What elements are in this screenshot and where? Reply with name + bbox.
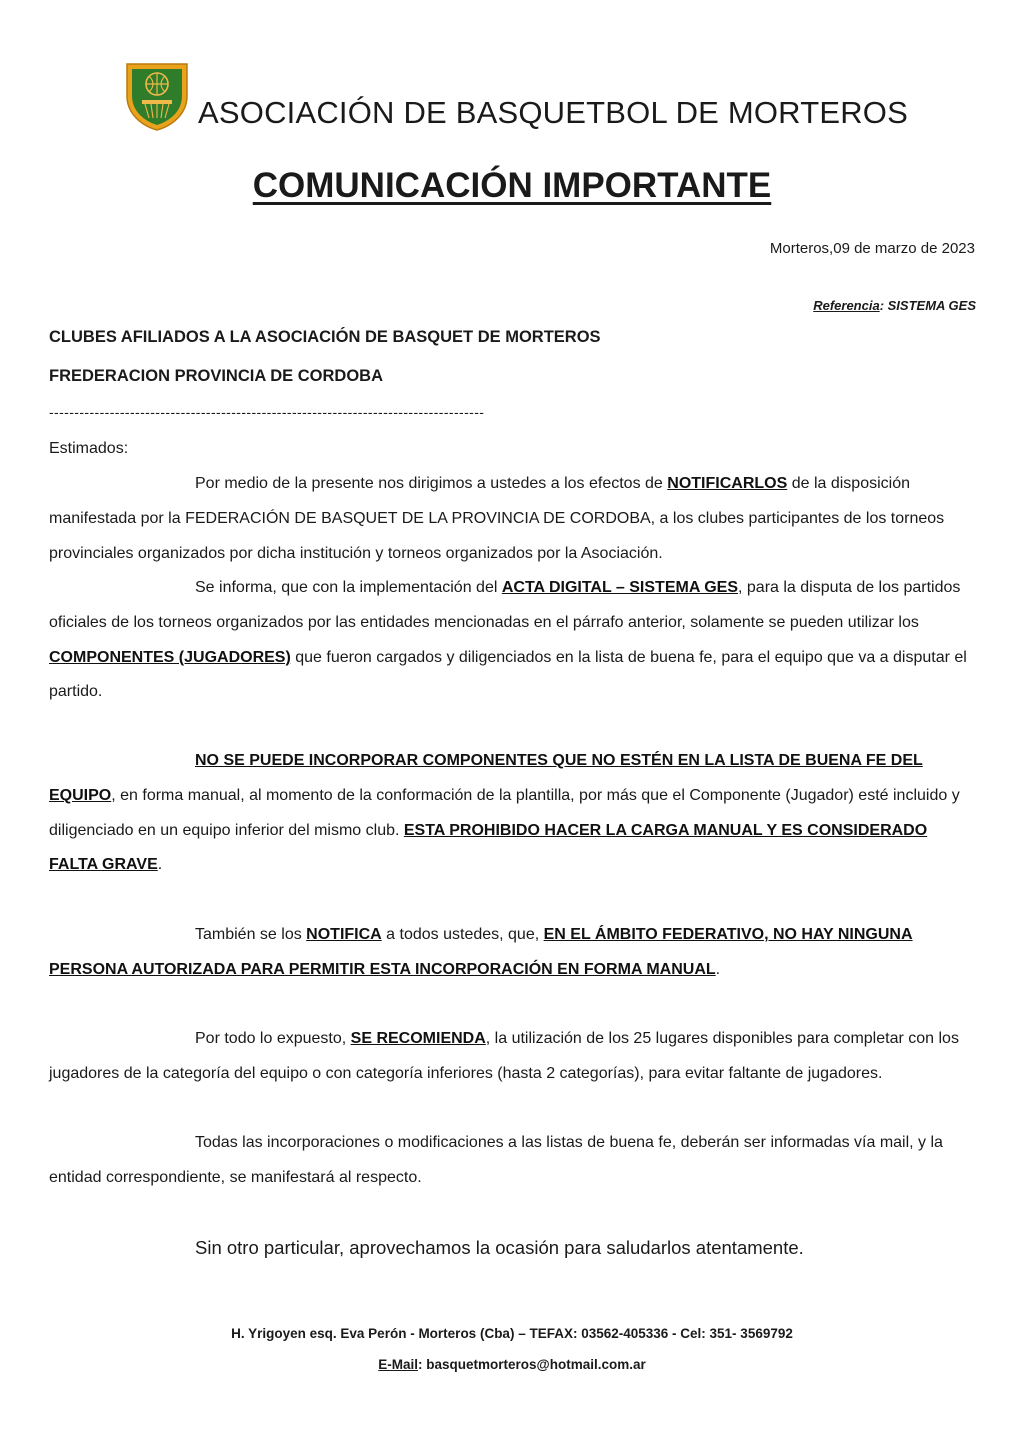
p3-text-d: . — [157, 856, 163, 874]
p5-text-c: , la utilización de los 25 lugares disponibles para completar con los jugadores de la categoría del equipo o con categoría inferiores (hasta 2 categorías), para evitar faltante de jugadores. — [49, 1030, 959, 1082]
p1-emphasis: NOTIFICARLOS — [667, 475, 788, 492]
paragraph-5 — [49, 1022, 974, 1092]
email-value: : basquetmorteros@hotmail.com.ar — [418, 1357, 646, 1372]
page-title: COMUNICACIÓN IMPORTANTE — [252, 166, 772, 205]
p1-text-a: Por medio de la presente nos dirigimos a ustedes a los efectos de — [195, 475, 668, 492]
p2-emphasis-2: COMPONENTES (JUGADORES) — [49, 648, 291, 666]
reference-line — [813, 298, 976, 313]
p4-text-e: . — [715, 960, 721, 978]
recipient-line-2: FREDERACION PROVINCIA DE CORDOBA — [49, 367, 383, 385]
separator-rule: -------------------------------------------------------------------------------------- — [49, 404, 485, 420]
p4-text-a: También se los — [195, 926, 307, 943]
closing-line: Sin otro particular, aprovechamos la ocasión para saludarlos atentamente. — [195, 1237, 804, 1258]
footer-address: H. Yrigoyen esq. Eva Perón - Morteros (Cba) – TEFAX: 03562-405336 - Cel: 351- 3569792 — [231, 1326, 793, 1341]
email-label: E-Mail — [378, 1357, 419, 1372]
reference-label: Referencia — [813, 298, 880, 313]
paragraph-1 — [49, 467, 974, 571]
p2-text-c: , para la disputa de los partidos oficiales de los torneos organizados por las entidades mencionadas en el párrafo anterior, solamente se pueden utilizar los — [49, 579, 961, 631]
organization-name: ASOCIACIÓN DE BASQUETBOL DE MORTEROS — [198, 95, 908, 130]
p3-text-b: , en forma manual, al momento de la conformación de la plantilla, por más que el Componente (Jugador) esté incluido y diligenciado en un equipo inferior del mismo club. — [49, 786, 960, 839]
shield-logo-icon — [124, 60, 190, 132]
p2-text-e: que fueron cargados y diligenciados en la lista de buena fe, para el equipo que va a disputar el partido. — [49, 648, 967, 701]
p5-text-a: Por todo lo expuesto, — [195, 1030, 351, 1047]
p3-emphasis-1: NO SE PUEDE INCORPORAR COMPONENTES QUE NO ESTÉN EN LA LISTA DE BUENA FE DEL EQUIPO — [49, 752, 923, 804]
p1-text-c: de la disposición manifestada por la FEDERACIÓN DE BASQUET DE LA PROVINCIA DE CORDOBA, a los clubes participantes de los torneos provinciales organizados por dicha institución y torneos organizados por la Asociación. — [49, 475, 945, 562]
paragraph-4 — [49, 918, 974, 988]
recipient-line-1: CLUBES AFILIADOS A LA ASOCIACIÓN DE BASQUET DE MORTEROS — [49, 328, 601, 346]
p5-emphasis: SE RECOMIENDA — [350, 1030, 486, 1047]
p2-text-a: Se informa, que con la implementación del — [195, 579, 502, 596]
reference-value: : SISTEMA GES — [879, 298, 976, 313]
document-date: Morteros,09 de marzo de 2023 — [769, 240, 975, 257]
paragraph-2 — [49, 571, 974, 710]
paragraph-3 — [49, 744, 974, 883]
footer-email — [0, 1357, 1024, 1372]
p4-emphasis-2: EN EL ÁMBITO FEDERATIVO, NO HAY NINGUNA PERSONA AUTORIZADA PARA PERMITIR ESTA INCORPORACIÓN EN FORMA MANUAL — [49, 926, 913, 978]
association-logo — [124, 60, 190, 132]
p2-emphasis-1: ACTA DIGITAL – SISTEMA GES — [501, 579, 739, 596]
p4-emphasis-1: NOTIFICA — [306, 926, 382, 943]
p6-text: Todas las incorporaciones o modificaciones a las listas de buena fe, deberán ser informadas vía mail, y la entidad correspondiente, se manifestará al respecto. — [49, 1134, 943, 1186]
greeting: Estimados: — [49, 440, 129, 457]
p4-text-c: a todos ustedes, que, — [381, 926, 544, 943]
p3-emphasis-2: ESTA PROHIBIDO HACER LA CARGA MANUAL Y ES CONSIDERADO FALTA GRAVE — [49, 821, 928, 874]
paragraph-6 — [49, 1126, 974, 1196]
